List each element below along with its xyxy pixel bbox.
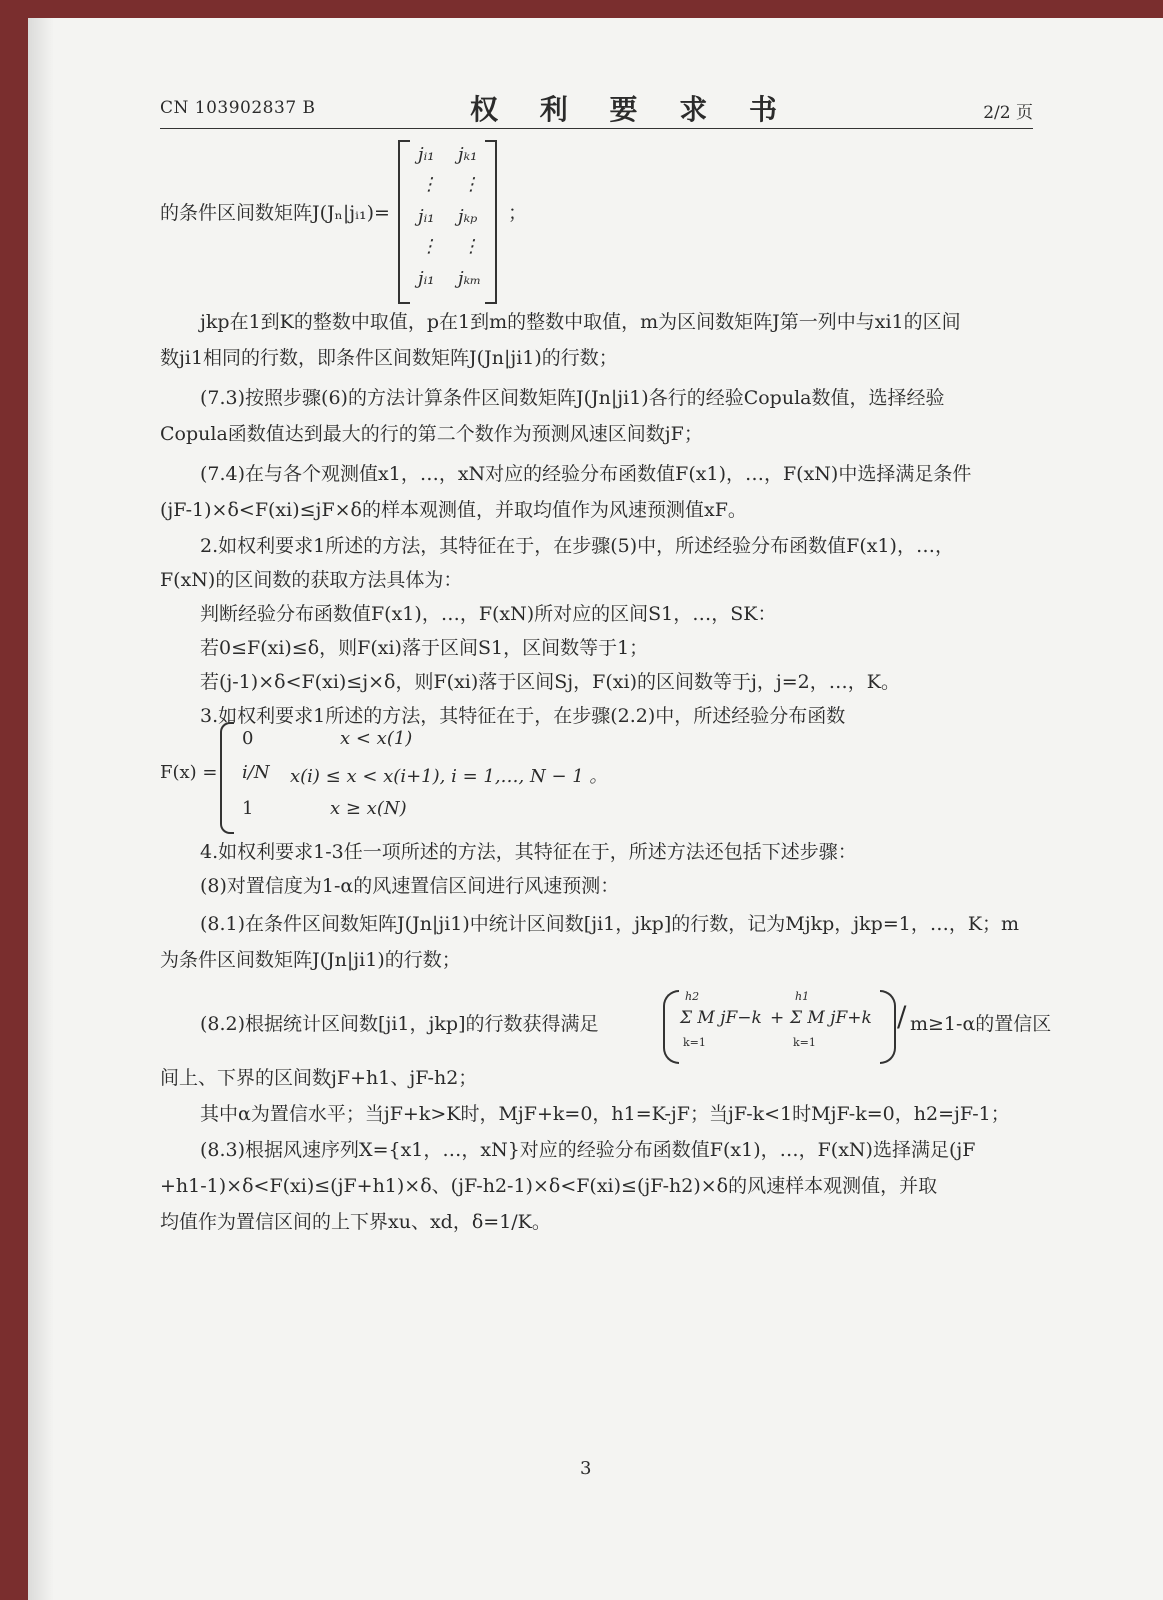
formula-case-condition: x ≥ x(N) [330,798,407,819]
patent-number: CN 103902837 B [160,98,316,118]
paragraph-line: 判断经验分布函数值F(x1)，…，F(xN)所对应的区间S1，…，SK： [200,603,777,625]
sum-term: Σ M jF+k [790,1008,872,1028]
empirical-distribution-formula [160,722,760,832]
matrix-left-bracket [398,140,410,304]
paragraph-line: (8)对置信度为1-α的风速置信区间进行风速预测： [200,875,620,897]
paragraph-line: 4.如权利要求1-3任一项所述的方法，其特征在于，所述方法还包括下述步骤： [200,841,857,863]
paragraph-line: (jF-1)×δ<F(xi)≤jF×δ的样本观测值，并取均值作为风速预测值xF。 [160,499,747,521]
sum-lower: k=1 [793,1036,816,1049]
formula-case-value: i/N [242,762,270,783]
matrix-cell: ⋮ [420,236,438,257]
paragraph-line: jkp在1到K的整数中取值，p在1到m的整数中取值，m为区间数矩阵J第一列中与xi1的区间 [200,311,961,333]
matrix-label: 的条件区间数矩阵J(Jₙ|jᵢ₁)= [160,202,390,224]
paragraph-line: (8.1)在条件区间数矩阵J(Jn|ji1)中统计区间数[ji1，jkp]的行数，记为Mjkp，jkp=1，…，K；m [200,913,1020,935]
page-indicator: 2/2 页 [983,103,1033,123]
formula-case-condition: x(i) ≤ x < x(i+1), i = 1,…, N − 1 。 [290,766,608,787]
formula-left-paren [663,990,679,1064]
paragraph-line: 若0≤F(xi)≤δ，则F(xi)落于区间S1，区间数等于1； [200,637,649,659]
formula-brace [220,722,234,834]
matrix-semicolon: ； [508,202,528,224]
page-gutter-shadow [28,18,54,1600]
document-title: 权 利 要 求 书 [470,93,793,126]
paragraph-line: 3.如权利要求1所述的方法，其特征在于，在步骤(2.2)中，所述经验分布函数 [200,705,846,727]
formula-right-paren [880,990,896,1064]
sum-term: Σ M jF−k [680,1008,762,1028]
paragraph-line: 若(j-1)×δ<F(xi)≤j×δ，则F(xi)落于区间Sj，F(xi)的区间数等于j，j=2，…，K。 [200,671,900,693]
sum-upper: h1 [795,990,810,1003]
matrix-cell: ⋮ [420,174,438,195]
matrix-right-bracket [485,140,497,304]
matrix-cell: ⋮ [462,174,480,195]
matrix-cell: jₖₘ [458,268,482,289]
sum-plus: + [770,1008,785,1028]
paragraph-line: 数ji1相同的行数，即条件区间数矩阵J(Jn|ji1)的行数； [160,347,618,369]
paragraph-line: +h1-1)×δ<F(xi)≤(jF+h1)×δ、(jF-h2-1)×δ<F(xi)≤(jF-h2)×δ的风速样本观测值，并取 [160,1175,938,1197]
header-divider [160,128,1033,129]
paragraph-line: 2.如权利要求1所述的方法，其特征在于，在步骤(5)中，所述经验分布函数值F(x1)，…， [200,535,954,557]
sum-lower: k=1 [683,1036,706,1049]
formula-lhs: F(x) = [160,762,218,783]
paragraph-line: (7.3)按照步骤(6)的方法计算条件区间数矩阵J(Jn|ji1)各行的经验Copula数值，选择经验 [200,387,945,409]
paragraph-line: (8.2)根据统计区间数[ji1，jkp]的行数获得满足 [200,1013,599,1035]
paragraph-line: 其中α为置信水平；当jF+k>K时，MjF+k=0，h1=K-jF；当jF-k<1时MjF-k=0，h2=jF-1； [200,1103,1010,1125]
sum-upper: h2 [685,990,700,1003]
formula-case-condition: x < x(1) [340,728,413,749]
paragraph-line: m≥1-α的置信区 [910,1013,1052,1035]
matrix-cell: jᵢ₁ [418,206,435,227]
formula-slash: / [897,1000,907,1033]
paragraph-line: (8.3)根据风速序列X={x1，…，xN}对应的经验分布函数值F(x1)，…，F(xN)选择满足(jF [200,1139,976,1161]
matrix-cell: jₖ₁ [458,144,478,165]
matrix-cell: ⋮ [462,236,480,257]
paragraph-line: 均值作为置信区间的上下界xu、xd，δ=1/K。 [160,1211,551,1233]
matrix-cell: jₖₚ [458,206,478,227]
matrix-cell: jᵢ₁ [418,144,435,165]
paragraph-line: (7.4)在与各个观测值x1，…，xN对应的经验分布函数值F(x1)，…，F(xN)中选择满足条件 [200,463,972,485]
paragraph-line: F(xN)的区间数的获取方法具体为： [160,569,463,591]
paragraph-line: Copula函数值达到最大的行的第二个数作为预测风速区间数jF； [160,423,703,445]
formula-case-value: 1 [242,798,254,819]
page-number: 3 [580,1458,592,1479]
matrix-cell: jᵢ₁ [418,268,435,289]
formula-case-value: 0 [242,728,254,749]
paragraph-line: 为条件区间数矩阵J(Jn|ji1)的行数； [160,949,461,971]
paragraph-line: 间上、下界的区间数jF+h1、jF-h2； [160,1067,478,1089]
